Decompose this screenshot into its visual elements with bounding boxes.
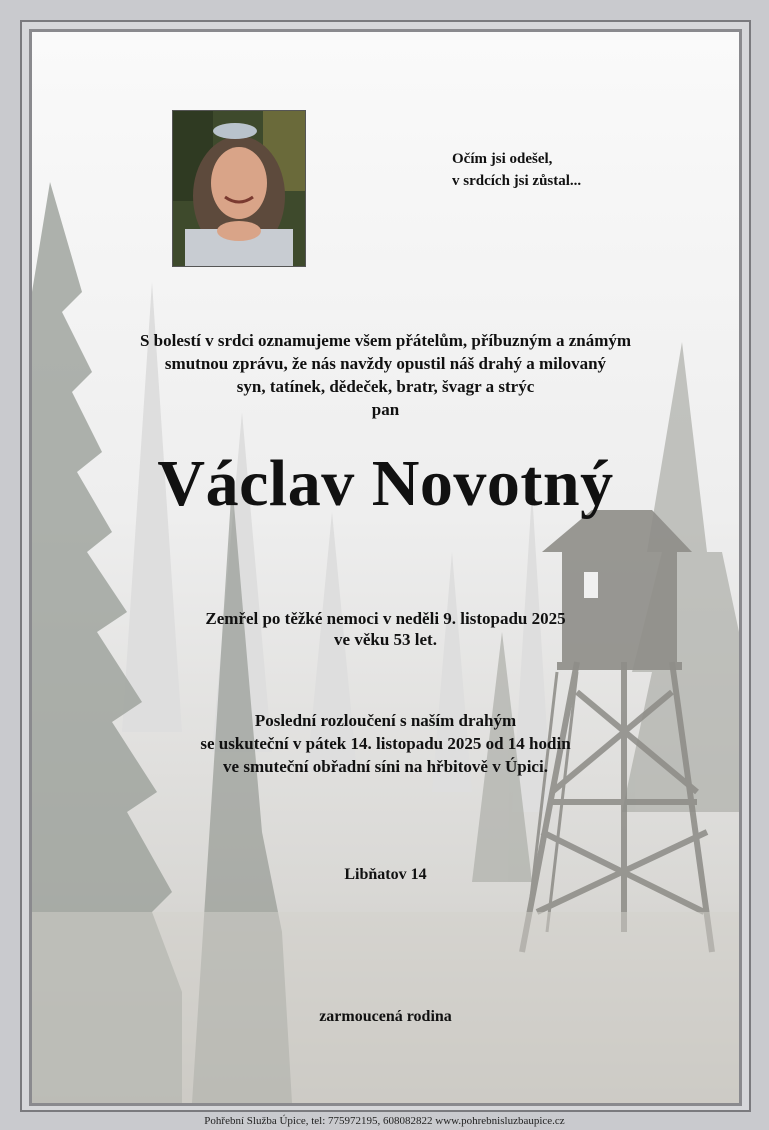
death-line-1: Zemřel po těžké nemoci v neděli 9. listopadu 2025 xyxy=(205,609,566,628)
tower-window xyxy=(584,572,598,598)
announcement-line-1: S bolestí v srdci oznamujeme všem přátelům, příbuzným a známým xyxy=(139,331,632,350)
funeral-line-2: se uskuteční v pátek 14. listopadu 2025 od 14 hodin xyxy=(200,734,571,753)
funeral-line-1: Poslední rozloučení s naším drahým xyxy=(254,711,517,730)
motto-line-2: v srdcích jsi zůstal... xyxy=(452,173,582,189)
funeral-info xyxy=(32,709,739,778)
announcement xyxy=(32,329,739,421)
death-info xyxy=(32,608,739,650)
portrait-photo xyxy=(173,111,305,266)
funeral-line-3: ve smuteční obřadní síni na hřbitově v Úpici. xyxy=(223,757,548,776)
death-line-2: ve věku 53 let. xyxy=(334,630,437,649)
misty-forest-background xyxy=(32,32,739,1103)
announcement-line-4: pan xyxy=(371,400,400,419)
motto-line-1: Očím jsi odešel, xyxy=(452,151,553,167)
deceased-portrait xyxy=(172,110,306,267)
obituary-card xyxy=(29,29,742,1106)
family-signature: zarmoucená rodina xyxy=(319,1008,452,1025)
deceased-name: Václav Novotný xyxy=(157,447,614,520)
announcement-line-2: smutnou zprávu, že nás navždy opustil náš drahý a milovaný xyxy=(164,354,607,373)
footer-contact: Pohřební Služba Úpice, tel: 775972195, 608082822 www.pohrebnisluzbaupice.cz xyxy=(204,1115,565,1127)
address: Libňatov 14 xyxy=(344,866,427,883)
motto xyxy=(452,148,581,192)
announcement-line-3: syn, tatínek, dědeček, bratr, švagr a strýc xyxy=(236,377,535,396)
